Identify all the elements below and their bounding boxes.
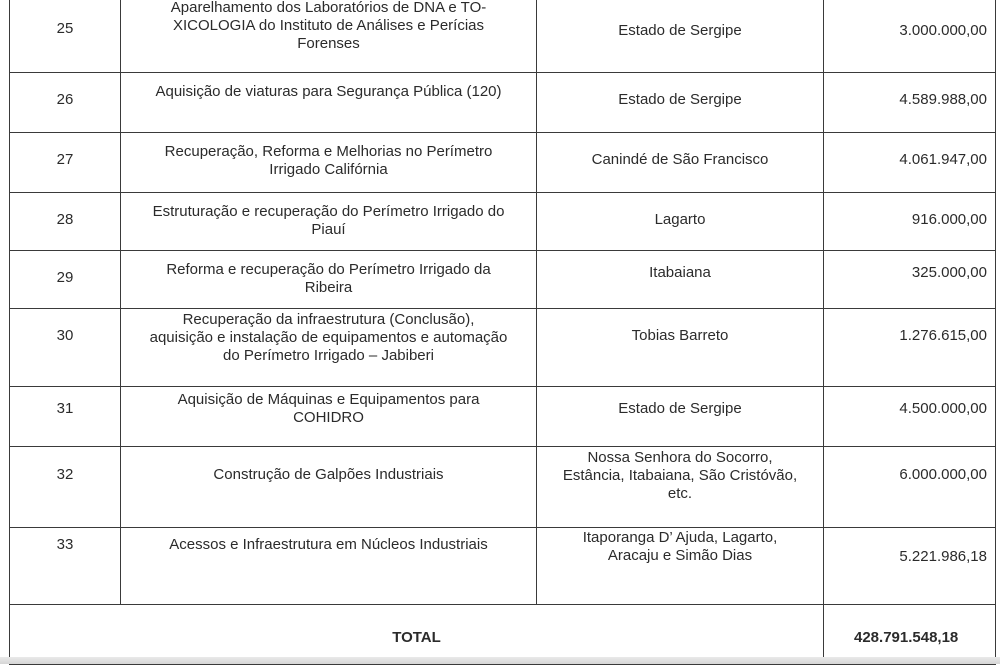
- item-location: Estado de Sergipe: [618, 22, 742, 39]
- item-location: Tobias Barreto: [631, 327, 729, 344]
- item-number: 32: [56, 466, 74, 483]
- item-number: 25: [56, 20, 74, 37]
- total-value: 428.791.548,18: [854, 629, 959, 646]
- item-description: Aquisição de Máquinas e Equipamentos para COHIDRO: [177, 391, 480, 426]
- item-location: Itabaiana: [649, 264, 711, 281]
- item-description: Reforma e recuperação do Perímetro Irrigado da Ribeira: [166, 261, 491, 296]
- item-location: Estado de Sergipe: [618, 91, 742, 108]
- item-number: 26: [56, 91, 74, 108]
- table-row: [10, 251, 996, 309]
- total-row: [10, 605, 996, 665]
- item-number: 31: [56, 400, 74, 417]
- item-value: 325.000,00: [911, 264, 987, 281]
- table-row: [10, 447, 996, 528]
- item-value: 3.000.000,00: [899, 22, 987, 39]
- table-row: [10, 0, 996, 73]
- item-location: Nossa Senhora do Socorro, Estância, Itabaiana, São Cristóvão, etc.: [562, 449, 798, 502]
- item-number: 27: [56, 151, 74, 168]
- item-value: 6.000.000,00: [899, 466, 987, 483]
- table-row: [10, 387, 996, 447]
- item-value: 5.221.986,18: [899, 548, 987, 565]
- table-row: [10, 73, 996, 133]
- table-row: [10, 309, 996, 387]
- item-description: Acessos e Infraestrutura em Núcleos Industriais: [169, 536, 488, 553]
- item-location: Itaporanga D’ Ajuda, Lagarto, Aracaju e Simão Dias: [582, 529, 778, 564]
- item-number: 33: [56, 536, 74, 553]
- total-label: TOTAL: [392, 629, 441, 646]
- item-value: 1.276.615,00: [899, 327, 987, 344]
- item-description: Estruturação e recuperação do Perímetro Irrigado do Piauí: [152, 203, 505, 238]
- item-number: 30: [56, 327, 74, 344]
- table-row: [10, 133, 996, 193]
- item-value: 4.589.988,00: [899, 91, 987, 108]
- item-description: Construção de Galpões Industriais: [213, 466, 444, 483]
- item-description: Aparelhamento dos Laboratórios de DNA e TO-XICOLOGIA do Instituto de Análises e Perícias Forenses: [170, 0, 487, 52]
- bottom-scroll-edge: [0, 657, 1000, 664]
- item-value: 4.500.000,00: [899, 400, 987, 417]
- item-description: Recuperação, Reforma e Melhorias no Perímetro Irrigado Califórnia: [164, 143, 493, 178]
- item-value: 4.061.947,00: [899, 151, 987, 168]
- item-value: 916.000,00: [911, 211, 987, 228]
- table-row: [10, 528, 996, 605]
- item-number: 28: [56, 211, 74, 228]
- item-number: 29: [56, 269, 74, 286]
- item-description: Recuperação da infraestrutura (Conclusão), aquisição e instalação de equipamentos e automação do Perímetro Irrigado – Jabiberi: [149, 311, 508, 364]
- investment-table: [9, 0, 996, 665]
- item-description: Aquisição de viaturas para Segurança Pública (120): [155, 83, 502, 100]
- item-location: Estado de Sergipe: [618, 400, 742, 417]
- table-row: [10, 193, 996, 251]
- item-location: Lagarto: [654, 211, 706, 228]
- item-location: Canindé de São Francisco: [591, 151, 769, 168]
